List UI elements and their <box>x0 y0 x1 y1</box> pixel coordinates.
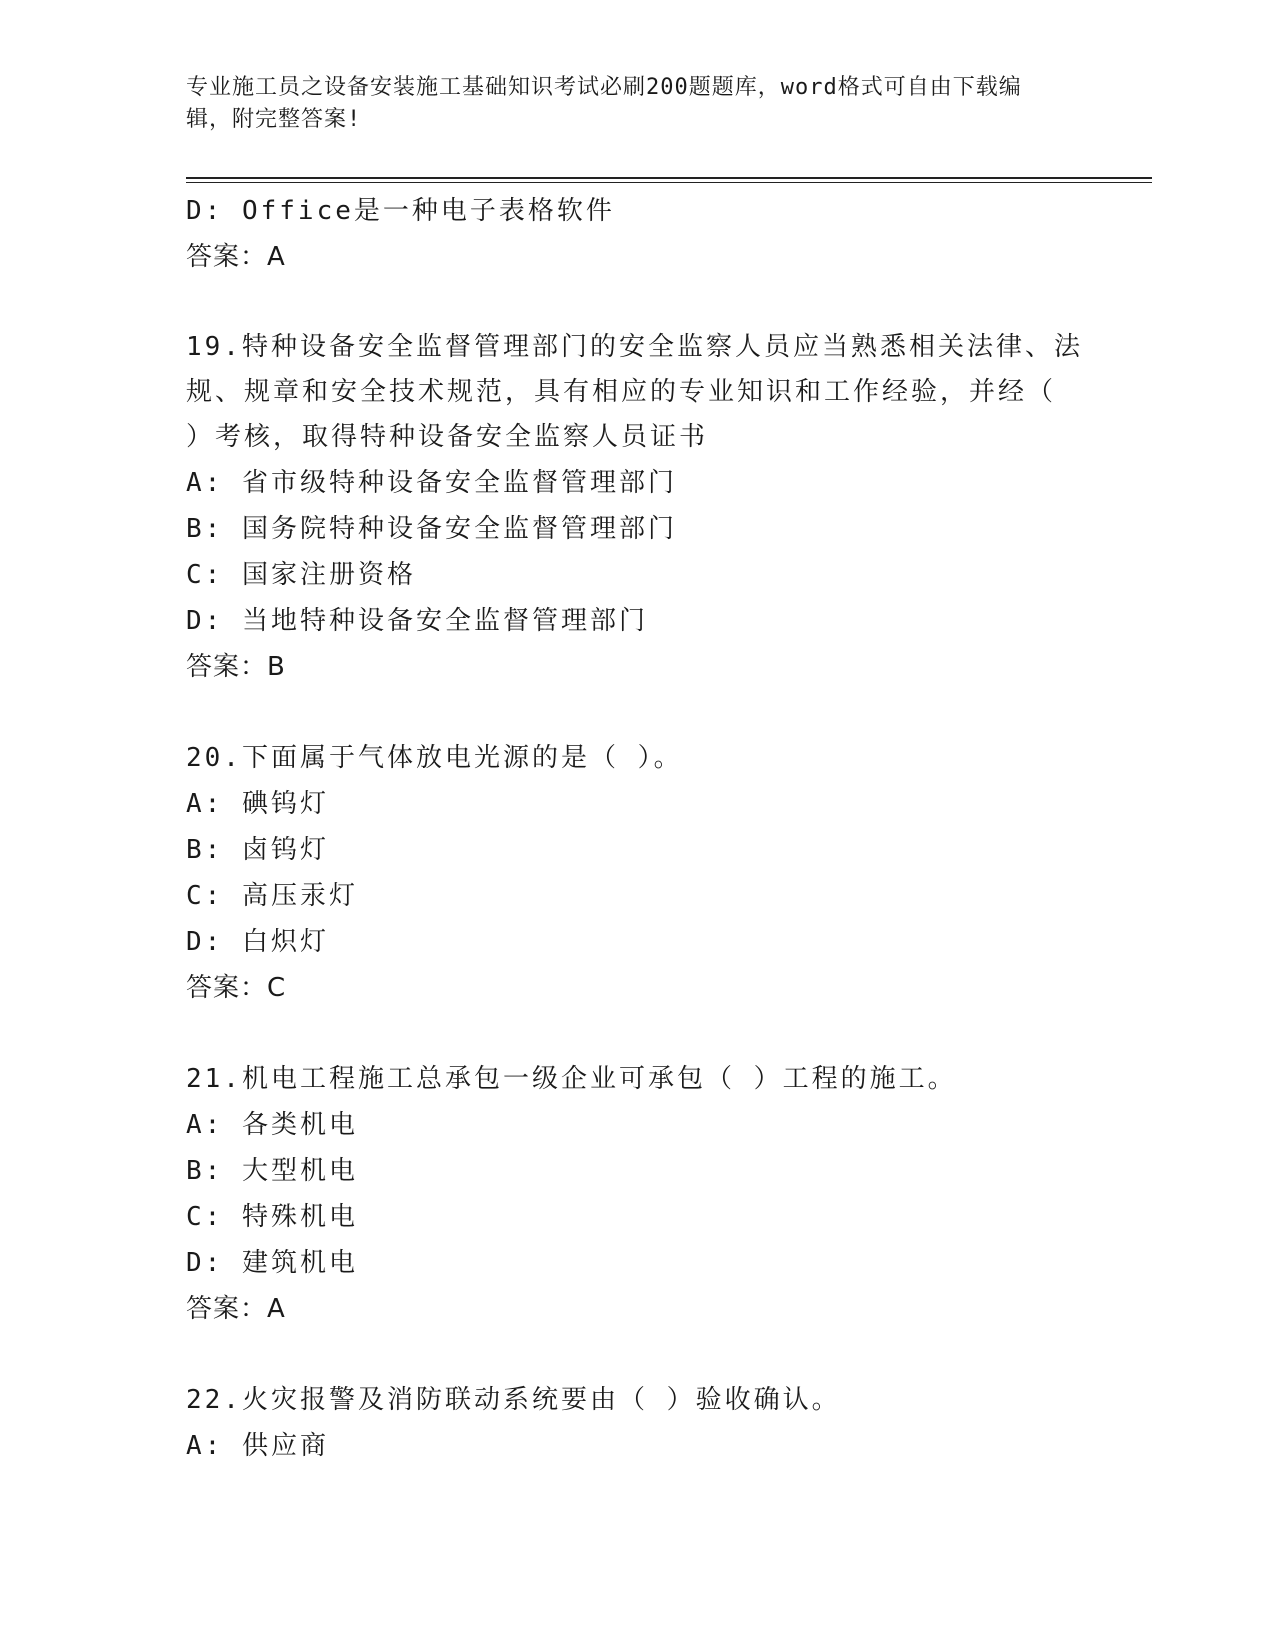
question-21 <box>186 1056 1086 1332</box>
option-a: A: 碘钨灯 <box>186 789 329 819</box>
option-d: D: 当地特种设备安全监督管理部门 <box>186 606 648 636</box>
answer: 答案：A <box>186 1294 286 1324</box>
option-c: C: 特殊机电 <box>186 1202 358 1232</box>
option-a: A: 省市级特种设备安全监督管理部门 <box>186 468 677 498</box>
document-header: 专业施工员之设备安装施工基础知识考试必刷200题题库，word格式可自由下载编辑，附完整答案! <box>186 75 1022 132</box>
answer: 答案：B <box>186 652 286 682</box>
question-stem: 21.机电工程施工总承包一级企业可承包（ ）工程的施工。 <box>186 1064 957 1094</box>
spacer <box>186 280 1086 325</box>
question-19 <box>186 325 1086 690</box>
option-a: A: 各类机电 <box>186 1110 358 1140</box>
option-d: D: 白炽灯 <box>186 927 329 957</box>
header-divider-thin <box>186 182 1152 183</box>
answer: 答案：C <box>186 973 287 1003</box>
question-stem: 22.火灾报警及消防联动系统要由（ ）验收确认。 <box>186 1385 841 1415</box>
option-b: B: 卤钨灯 <box>186 835 329 865</box>
option-b: B: 大型机电 <box>186 1156 358 1186</box>
option-b: B: 国务院特种设备安全监督管理部门 <box>186 514 677 544</box>
lead-answer: 答案：A <box>186 242 286 272</box>
option-c: C: 高压汞灯 <box>186 881 358 911</box>
lead-option-d: D: Office是一种电子表格软件 <box>186 196 615 226</box>
question-stem: 20.下面属于气体放电光源的是（ ）。 <box>186 743 683 773</box>
question-20 <box>186 735 1086 1011</box>
question-list <box>186 188 1086 1469</box>
spacer <box>186 1011 1086 1056</box>
option-a: A: 供应商 <box>186 1431 329 1461</box>
option-c: C: 国家注册资格 <box>186 560 416 590</box>
question-22 <box>186 1377 1086 1469</box>
spacer <box>186 690 1086 735</box>
option-d: D: 建筑机电 <box>186 1248 358 1278</box>
spacer <box>186 1332 1086 1377</box>
header-divider-thick <box>186 177 1152 179</box>
question-stem: 19.特种设备安全监督管理部门的安全监察人员应当熟悉相关法律、法规、规章和安全技术规范，具有相应的专业知识和工作经验，并经（ ）考核，取得特种设备安全监察人员证书 <box>186 332 1083 452</box>
